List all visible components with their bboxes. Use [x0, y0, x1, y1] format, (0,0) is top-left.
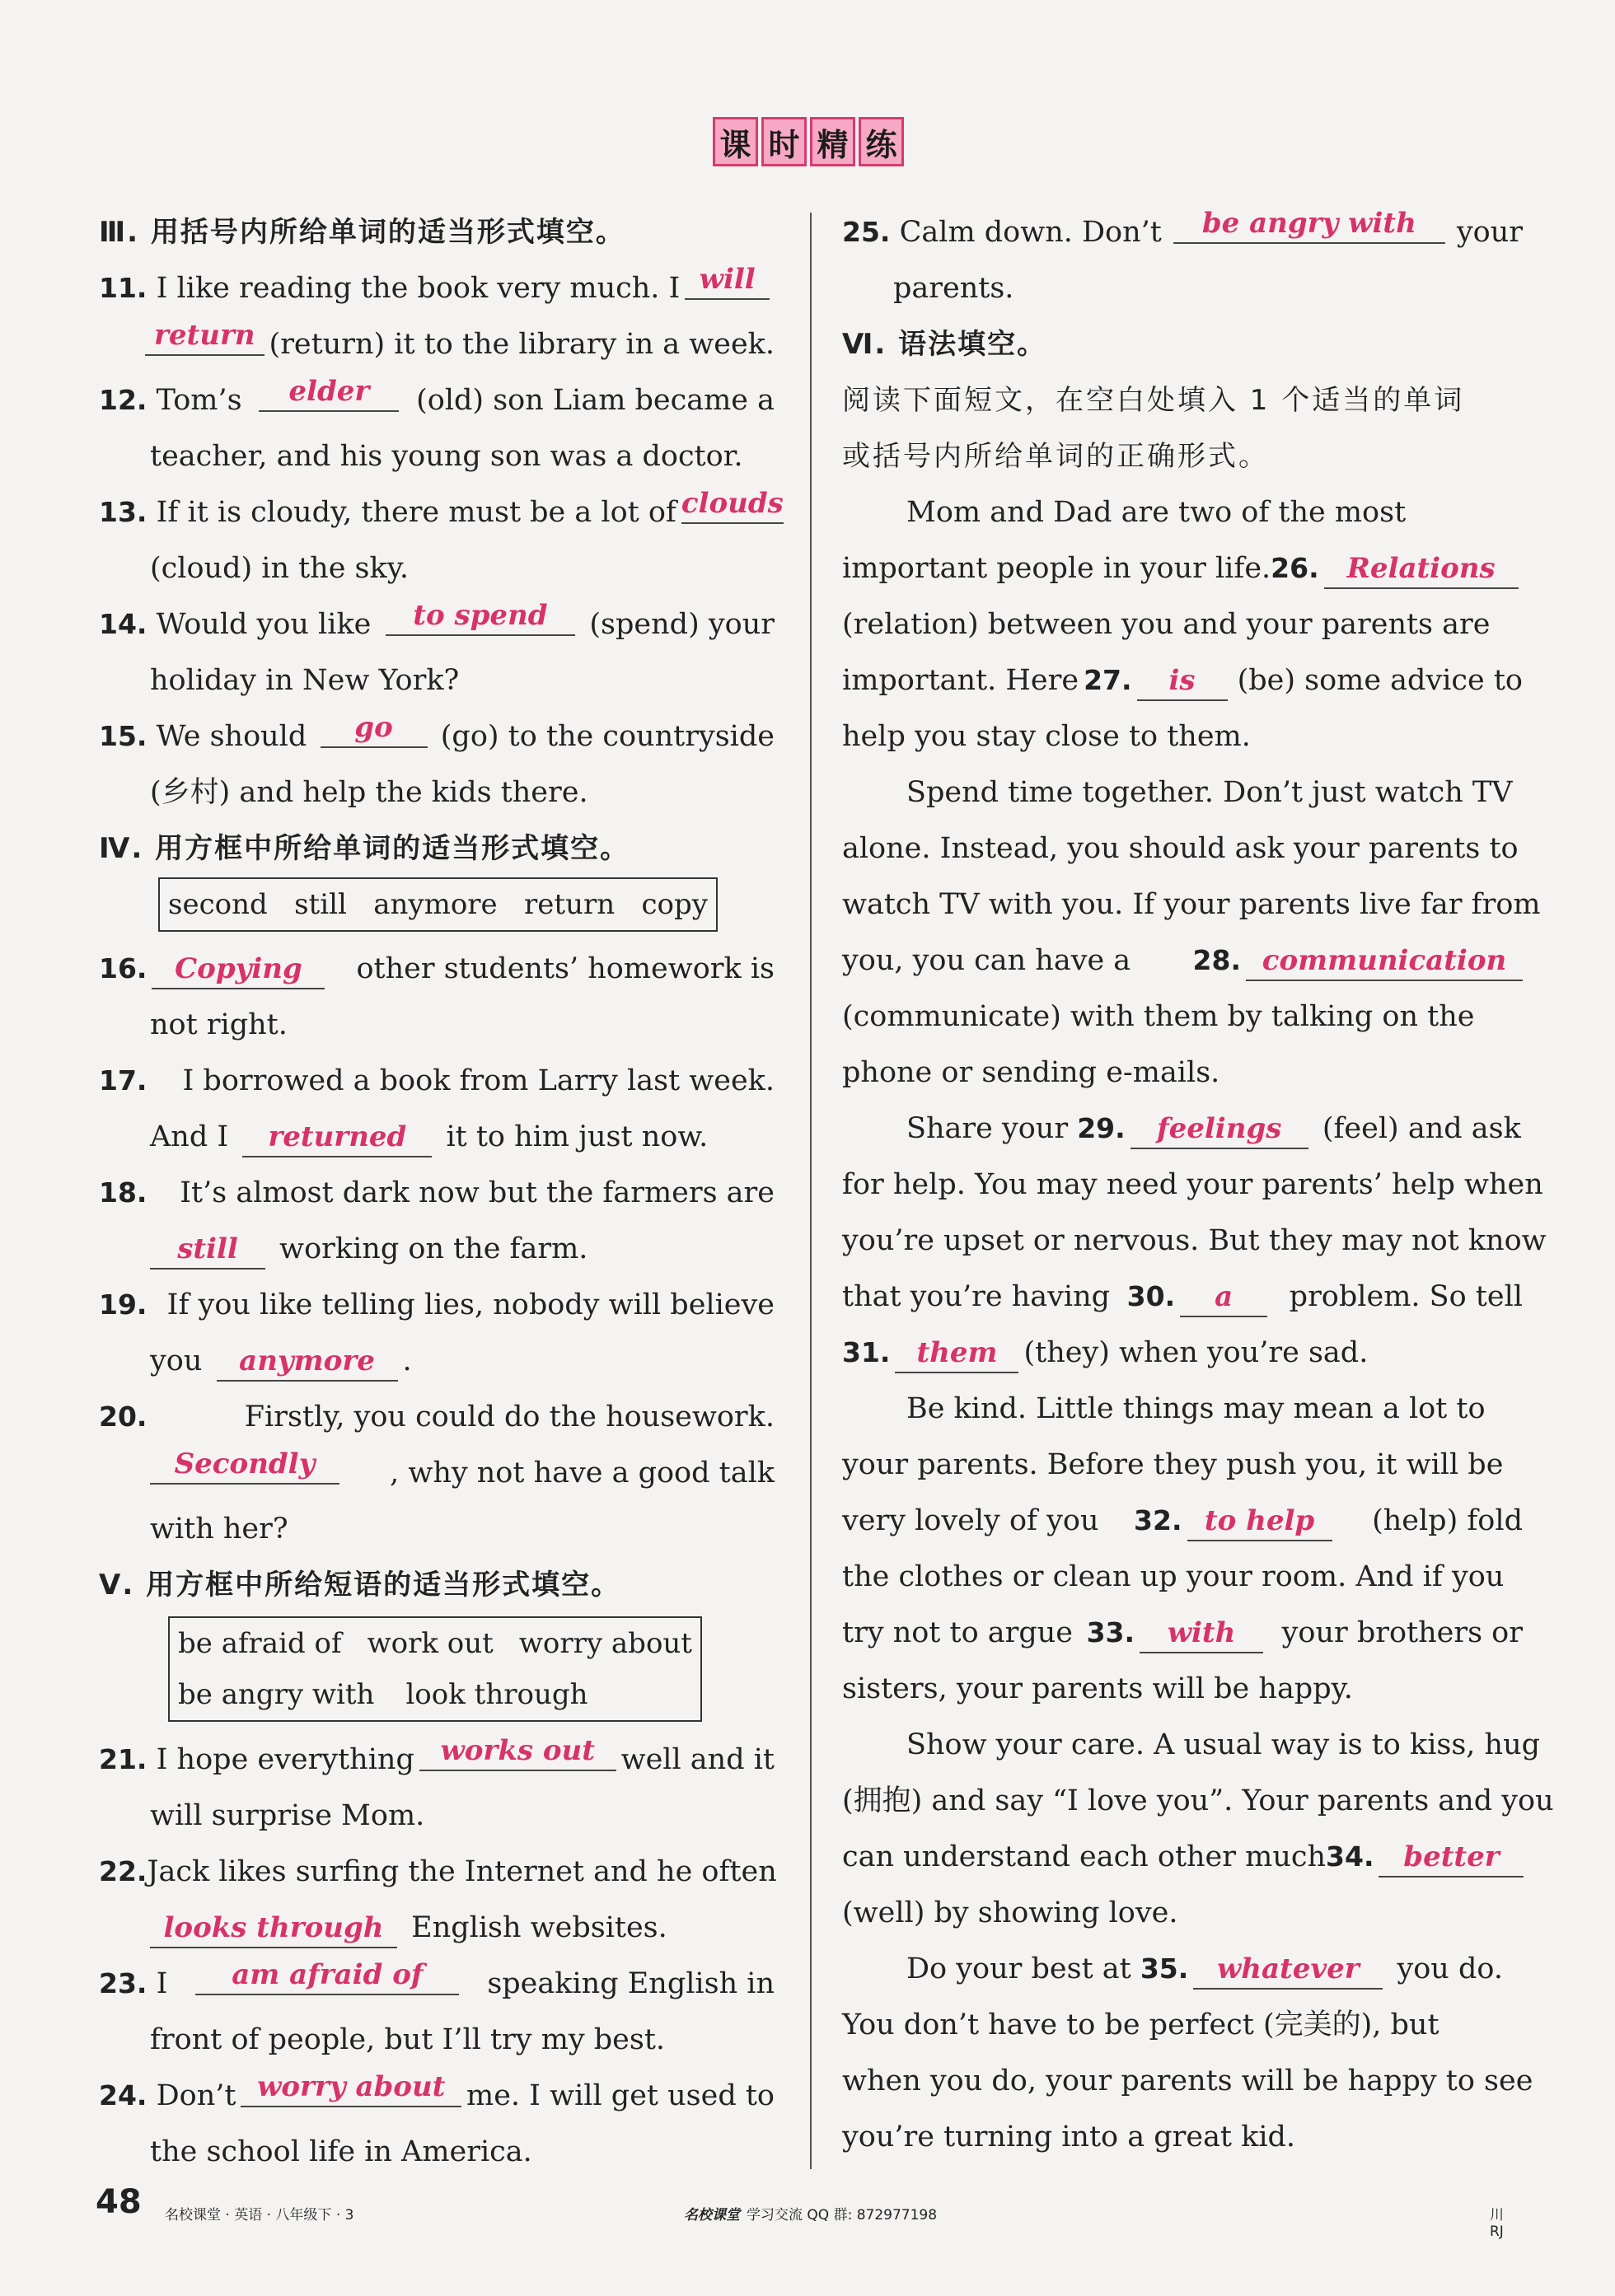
column-divider: [810, 213, 812, 2169]
passage-line: you’re upset or nervous. But they may not know: [842, 1224, 1547, 1257]
answer-blank[interactable]: [217, 1342, 398, 1382]
publisher-logo: 名校课堂: [684, 2207, 740, 2224]
passage-text: (help) fold: [1372, 1504, 1523, 1537]
passage-line: Show your care. A usual way is to kiss, hug: [906, 1728, 1541, 1761]
question-number: 21.: [99, 1743, 147, 1775]
blank-number: 33.: [1086, 1616, 1135, 1648]
page-number: 48: [96, 2183, 142, 2221]
answer-blank[interactable]: [1173, 204, 1445, 244]
question-text: Tom’s: [156, 384, 242, 417]
passage-text: can understand each other much: [842, 1840, 1327, 1873]
edition-code: 川 RJ: [1490, 2207, 1504, 2240]
answer: be angry with: [1201, 207, 1416, 240]
answer: with: [1167, 1616, 1236, 1649]
question-11: [99, 260, 775, 316]
passage-line: phone or sending e-mails.: [842, 1056, 1220, 1089]
passage-line: you’re turning into a great kid.: [842, 2121, 1296, 2153]
phrase-box-wrap: [99, 1613, 775, 1732]
question-22-cont: [99, 1900, 775, 1956]
question-14-cont: holiday in New York?: [150, 664, 460, 697]
question-number: 16.: [99, 952, 147, 984]
answer-blank[interactable]: [241, 2068, 461, 2107]
passage-line: [842, 652, 1523, 708]
answer-blank[interactable]: [895, 1334, 1018, 1373]
left-column: [99, 204, 784, 2180]
question-text: Jack likes surfing the Internet and he often: [147, 1855, 777, 1888]
answer: am afraid of: [232, 1958, 424, 1991]
question-number: 17.: [99, 1064, 147, 1097]
title-char: 时: [761, 117, 807, 166]
question-23-cont: front of people, but I’ll try my best.: [150, 2023, 666, 2056]
word-box-item: still: [294, 888, 347, 921]
passage-line: (relation) between you and your parents are: [842, 608, 1491, 641]
question-text: you: [150, 1344, 203, 1377]
question-text: (spend) your: [589, 608, 775, 641]
word-box-row: [99, 877, 775, 941]
question-18: [99, 1165, 775, 1221]
answer-blank[interactable]: [259, 372, 399, 412]
question-text: well and it: [620, 1743, 775, 1776]
passage-line: when you do, your parents will be happy to see: [842, 2065, 1533, 2097]
answer-blank[interactable]: [150, 1445, 339, 1485]
passage-line: [842, 1829, 1523, 1885]
phrase-box-item: worry about: [518, 1627, 692, 1660]
answer-blank[interactable]: [321, 708, 428, 748]
phrase-box-item: be angry with: [178, 1678, 375, 1711]
question-number: 23.: [99, 1967, 147, 1999]
question-text: If it is cloudy, there must be a lot of: [156, 496, 676, 529]
answer: elder: [288, 375, 370, 408]
passage-text: you do.: [1397, 1952, 1503, 1985]
question-number: 11.: [99, 272, 147, 304]
passage-line: for help. You may need your parents’ help when: [842, 1168, 1543, 1201]
word-box: [158, 877, 718, 932]
question-text: Don’t: [156, 2079, 236, 2112]
passage-line: (well) by showing love.: [842, 1896, 1178, 1929]
question-25: [842, 204, 1523, 260]
answer-blank[interactable]: [1246, 942, 1523, 981]
answer-blank[interactable]: [1324, 549, 1519, 589]
question-17-cont: [99, 1109, 775, 1165]
passage-line: [842, 1605, 1523, 1661]
answer: looks through: [163, 1911, 384, 1944]
question-number: 19.: [99, 1288, 147, 1321]
phrase-box-item: be afraid of: [178, 1627, 342, 1660]
passage-line: [842, 540, 1523, 596]
question-number: 25.: [842, 216, 891, 248]
answer: will: [699, 263, 756, 296]
passage-text: that you’re having: [842, 1280, 1111, 1313]
answer: them: [916, 1336, 998, 1369]
question-text: I: [156, 1967, 168, 2000]
answer: Copying: [175, 952, 302, 985]
section-5-title: Ⅴ. 用方框中所给短语的适当形式填空。: [99, 1569, 621, 1602]
passage-line: [842, 1941, 1523, 1997]
question-text: speaking English in: [487, 1967, 775, 2000]
passage-text: important people in your life.: [842, 552, 1271, 585]
passage-line: [842, 1325, 1523, 1381]
section-6-instructions: 或括号内所给单词的正确形式。: [842, 440, 1269, 473]
passage-line: Spend time together. Don’t just watch TV: [906, 776, 1513, 809]
blank-number: 29.: [1077, 1112, 1126, 1144]
question-text: (return) it to the library in a week.: [269, 328, 775, 361]
phrase-box-row: [178, 1669, 692, 1720]
question-text: me. I will get used to: [466, 2079, 775, 2112]
answer-blank[interactable]: [150, 1909, 397, 1948]
answer: whatever: [1216, 1952, 1360, 1985]
question-16: [99, 941, 775, 997]
question-text: working on the farm.: [279, 1232, 588, 1265]
question-number: 15.: [99, 720, 147, 752]
passage-line: watch TV with you. If your parents live far from: [842, 888, 1541, 921]
question-15: [99, 708, 775, 765]
question-number: 22.: [99, 1855, 147, 1887]
answer-blank[interactable]: [195, 1956, 459, 1995]
question-text: .: [402, 1344, 412, 1377]
answer: clouds: [681, 487, 784, 520]
answer: works out: [440, 1734, 595, 1767]
question-20-cont: [99, 1445, 775, 1501]
blank-number: 27.: [1084, 664, 1132, 696]
page-title: [713, 117, 904, 168]
title-char: 课: [713, 117, 758, 166]
passage-text: important. Here: [842, 664, 1079, 697]
right-column: [842, 204, 1554, 2165]
answer-blank[interactable]: [1187, 1502, 1332, 1541]
passage-line: Mom and Dad are two of the most: [906, 496, 1407, 529]
book-info: 名校课堂 · 英语 · 八年级下 · 3: [165, 2207, 354, 2224]
answer: better: [1403, 1840, 1500, 1873]
word-box-item: anymore: [373, 888, 498, 921]
question-20-cont2: with her?: [150, 1513, 288, 1545]
question-number: 20.: [99, 1401, 147, 1433]
blank-number: 30.: [1126, 1280, 1176, 1312]
passage-line: Be kind. Little things may mean a lot to: [906, 1392, 1486, 1425]
passage-text: (be) some advice to: [1237, 664, 1523, 697]
answer: go: [354, 711, 393, 744]
answer-blank[interactable]: [152, 950, 325, 989]
question-text: other students’ homework is: [356, 952, 775, 985]
section-4-title: Ⅳ. 用方框中所给单词的适当形式填空。: [99, 832, 630, 865]
phrase-box-item: work out: [367, 1627, 494, 1660]
question-12-cont: teacher, and his young son was a doctor.: [150, 440, 743, 473]
passage-line: (拥抱) and say “I love you”. Your parents and you: [842, 1784, 1554, 1817]
passage-line: [842, 1269, 1523, 1325]
section-3-title: Ⅲ. 用括号内所给单词的适当形式填空。: [99, 216, 625, 249]
blank-number: 31.: [842, 1336, 891, 1368]
blank-number: 32.: [1134, 1504, 1182, 1536]
question-text: I hope everything: [156, 1743, 414, 1776]
question-19: [99, 1277, 775, 1333]
answer: worry about: [257, 2070, 446, 2103]
question-25-cont: parents.: [893, 272, 1014, 305]
question-13-cont: (cloud) in the sky.: [150, 552, 409, 585]
word-box-item: return: [524, 888, 616, 921]
question-text: your: [1456, 216, 1523, 249]
answer: to spend: [413, 599, 548, 632]
word-box-row: [168, 879, 708, 930]
blank-number: 26.: [1271, 552, 1319, 584]
question-21-cont: will surprise Mom.: [150, 1799, 425, 1832]
question-text: , why not have a good talk: [390, 1457, 775, 1489]
word-box-item: second: [168, 888, 268, 921]
passage-text: very lovely of you: [842, 1504, 1099, 1537]
question-16-cont: not right.: [150, 1008, 288, 1041]
question-text: Calm down. Don’t: [899, 216, 1162, 249]
question-text: I borrowed a book from Larry last week.: [182, 1064, 775, 1097]
question-21: [99, 1732, 775, 1788]
question-19-cont: [99, 1333, 775, 1389]
section-6-instructions: 阅读下面短文，在空白处填入 1 个适当的单词: [842, 384, 1465, 417]
answer-blank[interactable]: [145, 316, 264, 356]
passage-line: your parents. Before they push you, it will be: [842, 1448, 1504, 1481]
answer: returned: [268, 1120, 407, 1153]
question-text: It’s almost dark now but the farmers are: [180, 1176, 775, 1209]
passage-line: alone. Instead, you should ask your parents to: [842, 832, 1519, 865]
question-23: [99, 1956, 775, 2012]
passage-text: (feel) and ask: [1322, 1112, 1521, 1145]
passage-text: Share your: [906, 1112, 1069, 1145]
answer: return: [153, 319, 255, 352]
question-number: 24.: [99, 2079, 147, 2111]
question-text: We should: [156, 720, 307, 753]
passage-text: your brothers or: [1281, 1616, 1523, 1649]
question-22: [99, 1844, 775, 1900]
answer-blank[interactable]: [1137, 662, 1228, 701]
question-text: English websites.: [411, 1911, 667, 1944]
title-char: 练: [859, 117, 904, 166]
passage-text: try not to argue: [842, 1616, 1074, 1649]
answer-blank[interactable]: [419, 1732, 616, 1771]
answer-blank[interactable]: [1140, 1614, 1263, 1653]
phrase-box: [168, 1616, 702, 1722]
question-text: If you like telling lies, nobody will believe: [166, 1288, 775, 1321]
answer-blank[interactable]: [386, 596, 575, 636]
blank-number: 35.: [1140, 1952, 1189, 1985]
question-text: (old) son Liam became a: [416, 384, 775, 417]
qq-group: 学习交流 QQ 群: 872977198: [747, 2207, 938, 2224]
question-24: [99, 2068, 775, 2124]
passage-line: [842, 1101, 1523, 1157]
answer-blank[interactable]: [685, 260, 770, 300]
question-text: (go) to the countryside: [440, 720, 775, 753]
passage-line: help you stay close to them.: [842, 720, 1251, 753]
answer: is: [1168, 664, 1196, 697]
answer: still: [177, 1232, 238, 1265]
answer: communication: [1262, 944, 1507, 977]
passage-text: Do your best at: [906, 1952, 1131, 1985]
answer: to help: [1204, 1504, 1315, 1537]
answer-blank[interactable]: [150, 1230, 265, 1270]
question-text: I like reading the book very much. I: [156, 272, 681, 305]
answer-blank[interactable]: [1193, 1950, 1383, 1990]
passage-text: problem. So tell: [1289, 1280, 1523, 1313]
answer: anymore: [239, 1344, 375, 1377]
answer: feelings: [1157, 1112, 1282, 1145]
passage-text: (they) when you’re sad.: [1023, 1336, 1369, 1369]
question-13: [99, 484, 784, 540]
question-number: 14.: [99, 608, 147, 640]
question-18-cont: [99, 1221, 775, 1277]
answer: a: [1215, 1280, 1233, 1313]
question-number: 12.: [99, 384, 147, 416]
question-17: [99, 1053, 775, 1109]
passage-line: [842, 1493, 1523, 1549]
question-number: 18.: [99, 1176, 147, 1209]
answer-blank[interactable]: [242, 1118, 432, 1157]
question-text: Firstly, you could do the housework.: [244, 1401, 775, 1433]
question-text: it to him just now.: [446, 1120, 709, 1153]
passage-line: (communicate) with them by talking on the: [842, 1000, 1475, 1033]
answer: Secondly: [174, 1447, 316, 1480]
answer-blank[interactable]: [681, 484, 784, 524]
passage-line: [842, 933, 1523, 989]
question-text: And I: [150, 1120, 229, 1153]
phrase-box-item: look through: [405, 1678, 588, 1711]
passage-line: sisters, your parents will be happy.: [842, 1672, 1353, 1705]
question-12: [99, 372, 775, 428]
question-24-cont: the school life in America.: [150, 2135, 532, 2168]
blank-number: 28.: [1192, 944, 1241, 976]
title-char: 精: [810, 117, 855, 166]
answer-blank[interactable]: [1180, 1278, 1267, 1317]
word-box-item: copy: [641, 888, 708, 921]
phrase-box-row: [178, 1618, 692, 1669]
passage-line: the clothes or clean up your room. And if you: [842, 1560, 1505, 1593]
passage-line: You don’t have to be perfect (完美的), but: [842, 2008, 1439, 2041]
answer-blank[interactable]: [1379, 1838, 1524, 1877]
question-15-cont: (乡村) and help the kids there.: [150, 776, 588, 809]
answer: Relations: [1346, 552, 1496, 585]
question-14: [99, 596, 775, 652]
question-number: 13.: [99, 496, 147, 528]
question-11-cont: [99, 316, 775, 372]
blank-number: 34.: [1326, 1840, 1374, 1873]
question-20: [99, 1389, 775, 1445]
section-6-title: Ⅵ. 语法填空。: [842, 328, 1047, 361]
passage-text: you, you can have a: [842, 944, 1131, 977]
answer-blank[interactable]: [1130, 1110, 1308, 1149]
question-text: Would you like: [156, 608, 372, 641]
